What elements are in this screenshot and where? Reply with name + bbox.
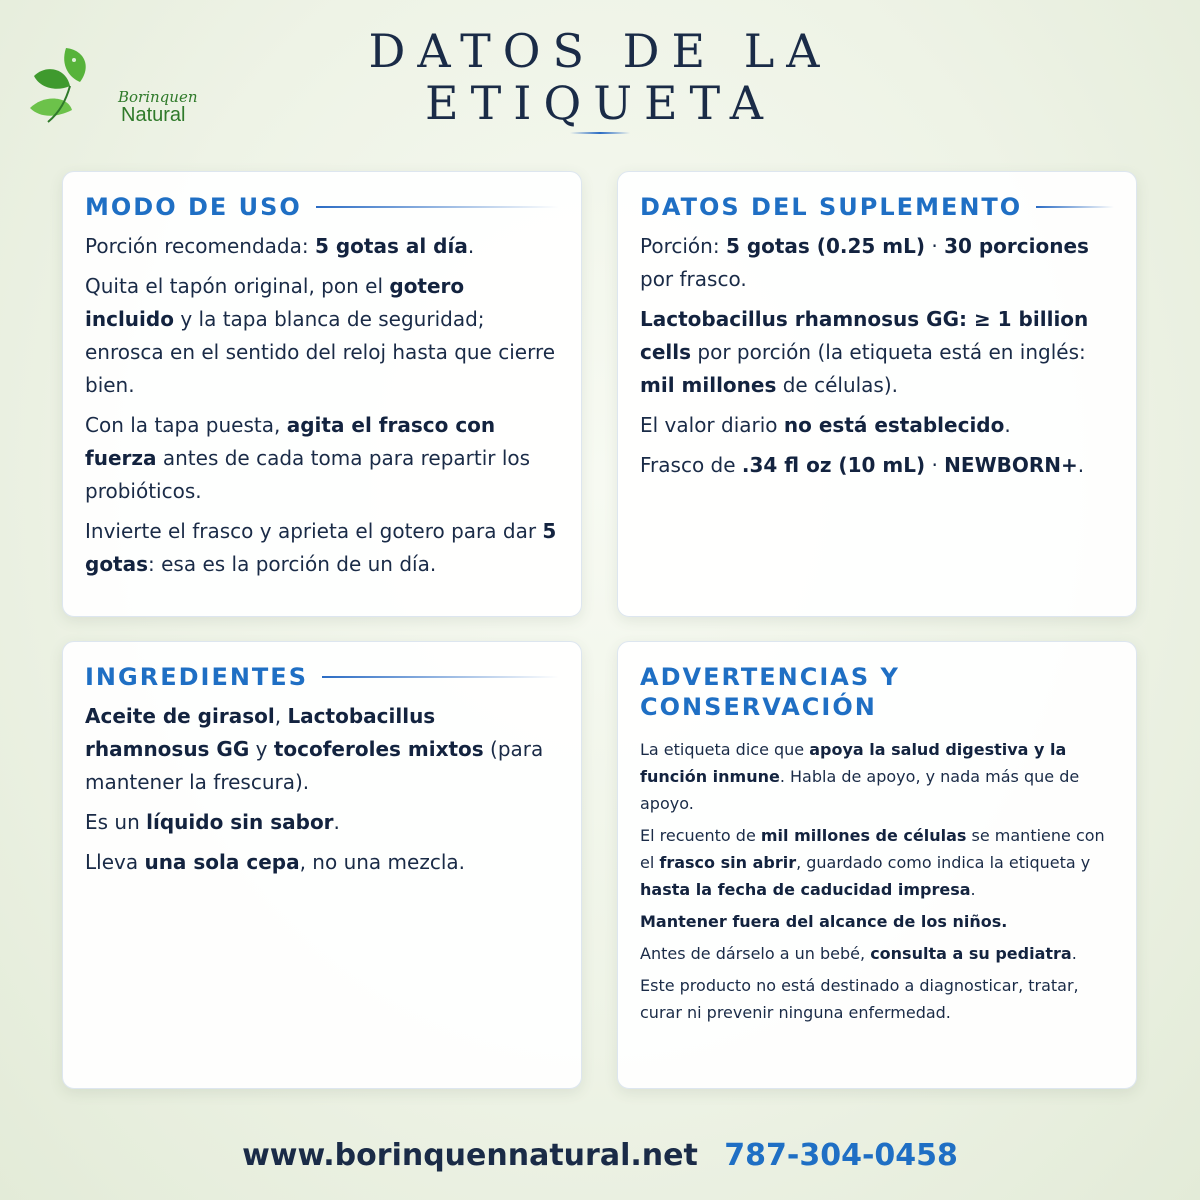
text: . — [333, 810, 340, 834]
text: El valor diario — [640, 413, 784, 437]
paragraph — [640, 908, 1114, 935]
heading-rule — [322, 676, 559, 678]
leaf-logo-icon — [26, 38, 106, 128]
phone-number[interactable]: 787-304-0458 — [724, 1138, 958, 1173]
text: . — [1077, 453, 1085, 477]
paragraph — [640, 972, 1114, 1026]
card-datos-suplemento — [617, 171, 1137, 617]
text: Es un — [85, 810, 147, 834]
heading-rule — [1036, 206, 1114, 208]
text: Antes de dárselo a un bebé, — [640, 944, 871, 963]
heading-text: INGREDIENTES — [85, 663, 308, 691]
paragraph — [85, 515, 559, 581]
text: . — [970, 880, 976, 899]
text: Frasco de — [640, 453, 742, 477]
heading-text-line2: CONSERVACIÓN — [640, 693, 877, 721]
text: por frasco. — [640, 267, 747, 291]
paragraph — [640, 940, 1114, 967]
text: Con la tapa puesta, — [85, 413, 287, 437]
text-bold: apoya la salud digestiva y la función inmune — [640, 740, 1067, 786]
heading-text: MODO DE USO — [85, 193, 302, 221]
page-title-line2: ETIQUETA — [425, 76, 775, 130]
paragraph — [85, 846, 559, 879]
text: Porción: — [640, 234, 726, 258]
text-bold: líquido sin sabor — [146, 810, 334, 834]
text: Porción recomendada: — [85, 234, 315, 258]
text-bold: frasco sin abrir — [659, 853, 797, 872]
text: y — [249, 737, 274, 761]
text: de células). — [776, 373, 899, 397]
text: antes de cada toma para repartir los probióticos. — [85, 446, 531, 503]
text-bold: 5 gotas al día — [314, 234, 468, 258]
text: por porción (la etiqueta está en inglés: — [691, 340, 1086, 364]
text: : esa es la porción de un día. — [148, 552, 437, 576]
heading-text: DATOS DEL SUPLEMENTO — [640, 193, 1023, 221]
text: , — [274, 704, 288, 728]
card-ingredientes — [62, 641, 582, 1089]
text: . — [1004, 413, 1011, 437]
paragraph — [640, 303, 1114, 402]
text: La etiqueta dice que — [640, 740, 810, 759]
text-bold: no está establecido — [783, 413, 1005, 437]
paragraph — [85, 409, 559, 508]
paragraph — [640, 736, 1114, 817]
card-advertencias — [617, 641, 1137, 1089]
text-bold: Lactobacillus rhamnosus GG: ≥ 1 billion cells — [640, 307, 1089, 364]
text-bold: consulta a su pediatra — [870, 944, 1072, 963]
brand-name-line2: Natural — [121, 104, 186, 126]
paragraph — [640, 409, 1114, 442]
text: se mantiene con el — [640, 826, 1105, 872]
text: Invierte el frasco y aprieta el gotero para dar — [85, 519, 543, 543]
paragraph — [85, 230, 559, 263]
text: · — [925, 453, 945, 477]
text-bold: gotero incluido — [85, 274, 465, 331]
paragraph — [640, 230, 1114, 296]
text-bold: 5 gotas (0.25 mL) — [725, 234, 925, 258]
text-bold: hasta la fecha de caducidad impresa — [640, 880, 971, 899]
text-bold: Mantener fuera del alcance de los niños. — [640, 912, 1008, 931]
website-link[interactable]: www.borinquennatural.net — [242, 1138, 698, 1173]
text-bold: NEWBORN+ — [944, 453, 1078, 477]
text: El recuento de — [640, 826, 761, 845]
card-modo-de-uso — [62, 171, 582, 617]
text: . — [1071, 944, 1077, 963]
text-bold: mil millones — [640, 373, 777, 397]
text-bold: tocoferoles mixtos — [273, 737, 484, 761]
brand-logo — [26, 38, 216, 128]
paragraph — [85, 270, 559, 402]
text: . — [467, 234, 475, 258]
card-heading — [85, 192, 559, 222]
card-heading — [640, 192, 1114, 222]
paragraph — [640, 822, 1114, 903]
text-bold: .34 fl oz (10 mL) — [741, 453, 926, 477]
heading-rule — [316, 206, 559, 208]
text-bold: 5 gotas — [85, 519, 557, 576]
text: · — [924, 234, 945, 258]
text-bold: mil millones de células — [760, 826, 967, 845]
card-heading — [85, 662, 559, 692]
text: , guardado como indica la etiqueta y — [796, 853, 1091, 872]
brand-name-line1: Borinquen — [118, 88, 198, 106]
text: Este producto no está destinado a diagnosticar, tratar, curar ni prevenir ninguna enfermedad. — [640, 976, 1079, 1022]
paragraph — [640, 449, 1114, 482]
footer — [0, 1138, 1200, 1173]
text: y la tapa blanca de seguridad; enrosca en el sentido del reloj hasta que cierre bien. — [85, 307, 556, 397]
page-title-line1: DATOS DE LA — [368, 24, 832, 78]
paragraph — [85, 700, 559, 799]
text-bold: Aceite de girasol — [85, 704, 275, 728]
text: , no una mezcla. — [299, 850, 465, 874]
text: . Habla de apoyo, y nada más que de apoyo. — [640, 767, 1080, 813]
text-bold: Lactobacillus rhamnosus GG — [85, 704, 436, 761]
text: Lleva — [85, 850, 145, 874]
text-bold: 30 porciones — [944, 234, 1089, 258]
text: Quita el tapón original, pon el — [85, 274, 390, 298]
text: (para mantener la frescura). — [85, 737, 544, 794]
card-heading — [640, 662, 1114, 722]
heading-text-line1: ADVERTENCIAS Y — [640, 663, 900, 691]
text-bold: una sola cepa — [144, 850, 300, 874]
paragraph — [85, 806, 559, 839]
text-bold: agita el frasco con fuerza — [85, 413, 496, 470]
title-underline — [570, 132, 630, 134]
